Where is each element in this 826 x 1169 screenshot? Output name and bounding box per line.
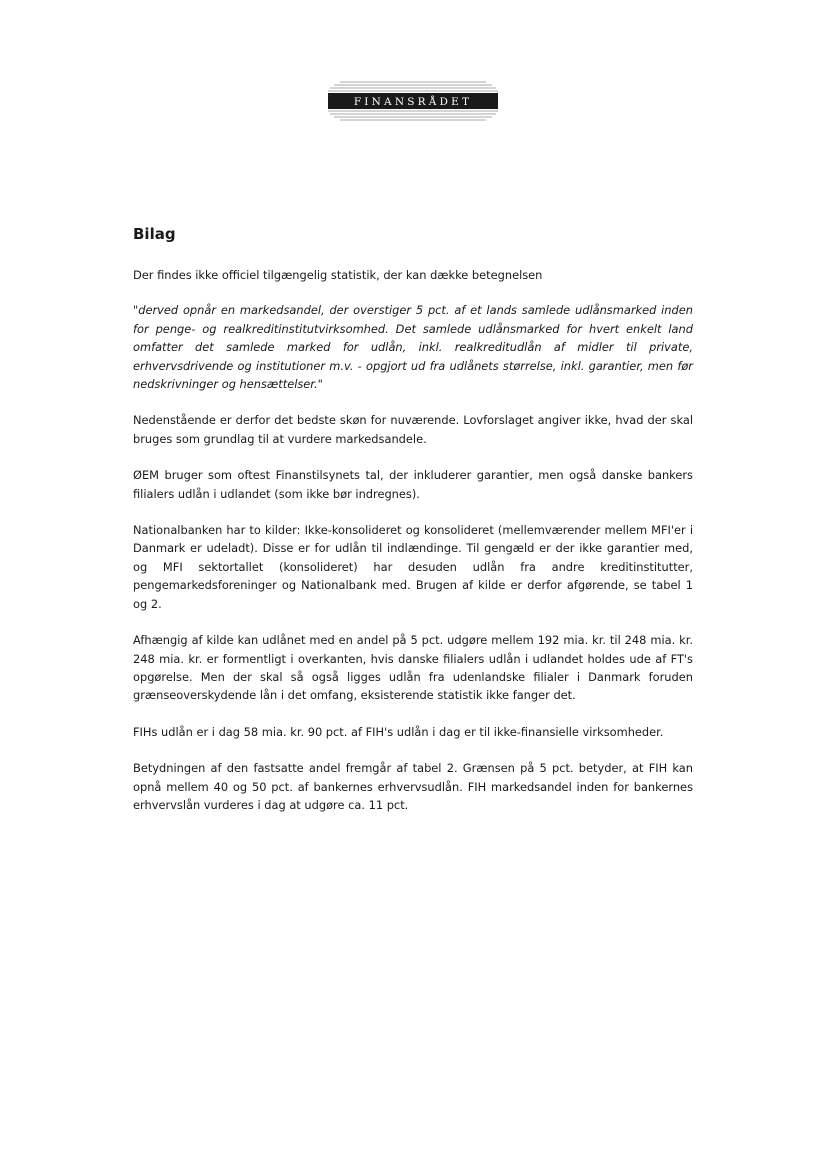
quoted-definition: "derved opnår en markedsandel, der overstiger 5 pct. af et lands samlede udlånsmarked inden for penge- og realkreditinstitutvirksomhed. Det samlede udlånsmarked for hvert enkelt land omfatter det samlede marked for udlån, inkl. realkreditudlån af midler til private, erhvervsdrivende og institutioner m.v. - opgjort ud fra udlånets størrelse, inkl. garantier, men før nedskrivninger og hensættelser." (133, 303, 693, 392)
page-title: Bilag (133, 225, 176, 243)
intro-paragraph: Der findes ikke officiel tilgængelig statistik, der kan dække betegnelsen (133, 268, 543, 282)
paragraph-fih-lending: FIHs udlån er i dag 58 mia. kr. 90 pct. af FIH's udlån i dag er til ikke-finansielle virksomheder. (133, 724, 664, 739)
paragraph-nationalbanken: Nationalbanken har to kilder: Ikke-konsolideret og konsolideret (mellemværender mellem MFI'er i Danmark er udeladt). Disse er for udlån til indlændinge. Til gengæld er der ikke garantier med, og MFI sektortallet (konsolideret) har desuden udlån fra andre kreditinstitutter, pengemarkedsforeninger og Nationalbank med. Brugen af kilde er derfor afgørende, se tabel 1 og 2. (133, 523, 693, 611)
paragraph-source-dependency: Afhængig af kilde kan udlånet med en andel på 5 pct. udgøre mellem 192 mia. kr. til 248 mia. kr. 248 mia. kr. er formentligt i overkanten, hvis danske filialers udlån i udlandet holdes ude af FT's opgørelse. Men der skal så også ligges udlån fra udenlandske filialer i Danmark foruden grænseoverskydende lån i det omfang, eksisterende statistik ikke fanger det. (133, 633, 693, 703)
finansraadet-logo (326, 80, 500, 122)
paragraph-oem: ØEM bruger som oftest Finanstilsynets tal, der inkluderer garantier, men også danske bankers filialers udlån i udlandet (som ikke bør indregnes). (133, 468, 693, 501)
document-body (133, 225, 693, 814)
logo-text: FINANSRÅDET (353, 96, 473, 108)
paragraph-significance: Betydningen af den fastsatte andel fremgår af tabel 2. Grænsen på 5 pct. betyder, at FIH kan opnå mellem 40 og 50 pct. af bankernes erhvervsudlån. FIH markedsandel inden for bankernes erhvervslån vurderes i dag at udgøre ca. 11 pct. (133, 761, 693, 812)
paragraph-estimate: Nedenstående er derfor det bedste skøn for nuværende. Lovforslaget angiver ikke, hvad der skal bruges som grundlag til at vurdere markedsandele. (133, 413, 693, 446)
